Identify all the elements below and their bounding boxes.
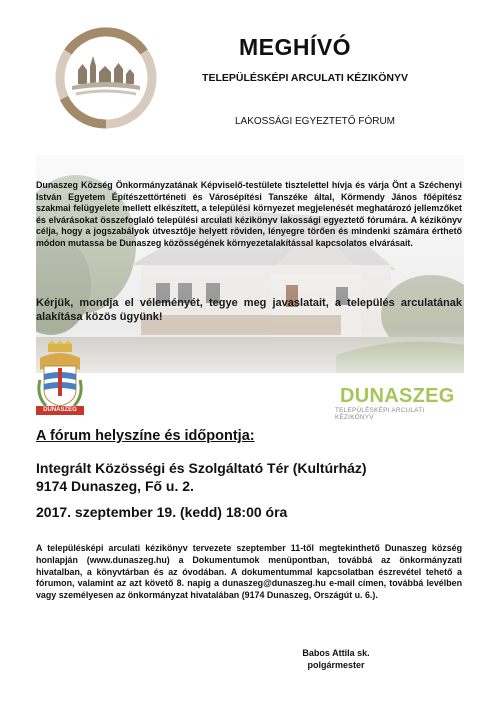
forum-title: LAKOSSÁGI EGYEZTETŐ FÓRUM bbox=[234, 116, 396, 127]
event-date: 2017. szeptember 19. (kedd) 18:00 óra bbox=[36, 504, 288, 520]
availability-paragraph: A településképi arculati kézikönyv tervezete szeptember 11-től megtekinthető Dunaszeg község honlapján (www.dunaszeg.hu) a Dokumentumok menüpontban, továbbá az önkormányzati hivatalban, a könyvtárban és az óvodában. A dokumentummal kapcsolatban észrevétel tehető a fórumon, valamint az azt követő 8. napig a dunaszeg@dunaszeg.hu e-mail címen, továbbá levélben vagy személyesen az önkormányzat hivatalában (9174 Dunaszeg, Országút u. 6.). bbox=[36, 543, 462, 601]
signature-role: polgármester bbox=[307, 660, 365, 670]
venue-address: 9174 Dunaszeg, Fő u. 2. bbox=[36, 478, 194, 494]
venue-name: Integrált Közösségi és Szolgáltató Tér (Kultúrház) bbox=[36, 460, 367, 476]
signature-name: Babos Attila sk. bbox=[302, 648, 370, 658]
brand-subtitle: TELEPÜLÉSKÉPI ARCULATI KÉZIKÖNYV bbox=[335, 407, 425, 421]
crest-label: DUNASZEG bbox=[36, 406, 84, 415]
brand-name: DUNASZEG bbox=[340, 385, 455, 407]
appeal-paragraph: Kérjük, mondja el véleményét, tegye meg javaslatait, a település arculatának alakítása közös ügyünk! bbox=[36, 297, 462, 323]
town-logo-icon bbox=[50, 20, 162, 150]
invitation-title: MEGHÍVÓ bbox=[238, 34, 352, 60]
handbook-subtitle: TELEPÜLÉSKÉPI ARCULATI KÉZIKÖNYV bbox=[202, 72, 408, 84]
venue-heading: A fórum helyszíne és időpontja: bbox=[36, 428, 255, 444]
intro-paragraph: Dunaszeg Község Önkormányzatának Képviselő-testülete tisztelettel hívja és várja Önt a Széchenyi István Egyetem Építészettörténeti és Városépítési Tanszéke által, Körmendy János főépítész szakmai felügyelete mellett elkészített, a települési környezet megjelenését meghatározó jellemzőket és elvárásokat összefoglaló települési arculati kézikönyv lakossági egyeztető fórumára. A kézikönyv célja, hogy a jogszabályok útvesztője helyett röviden, lényegre törően és mindenki számára érthető módon mutassa be Dunaszeg közösségének környezetalakítással kapcsolatos elvárásait. bbox=[36, 180, 462, 248]
